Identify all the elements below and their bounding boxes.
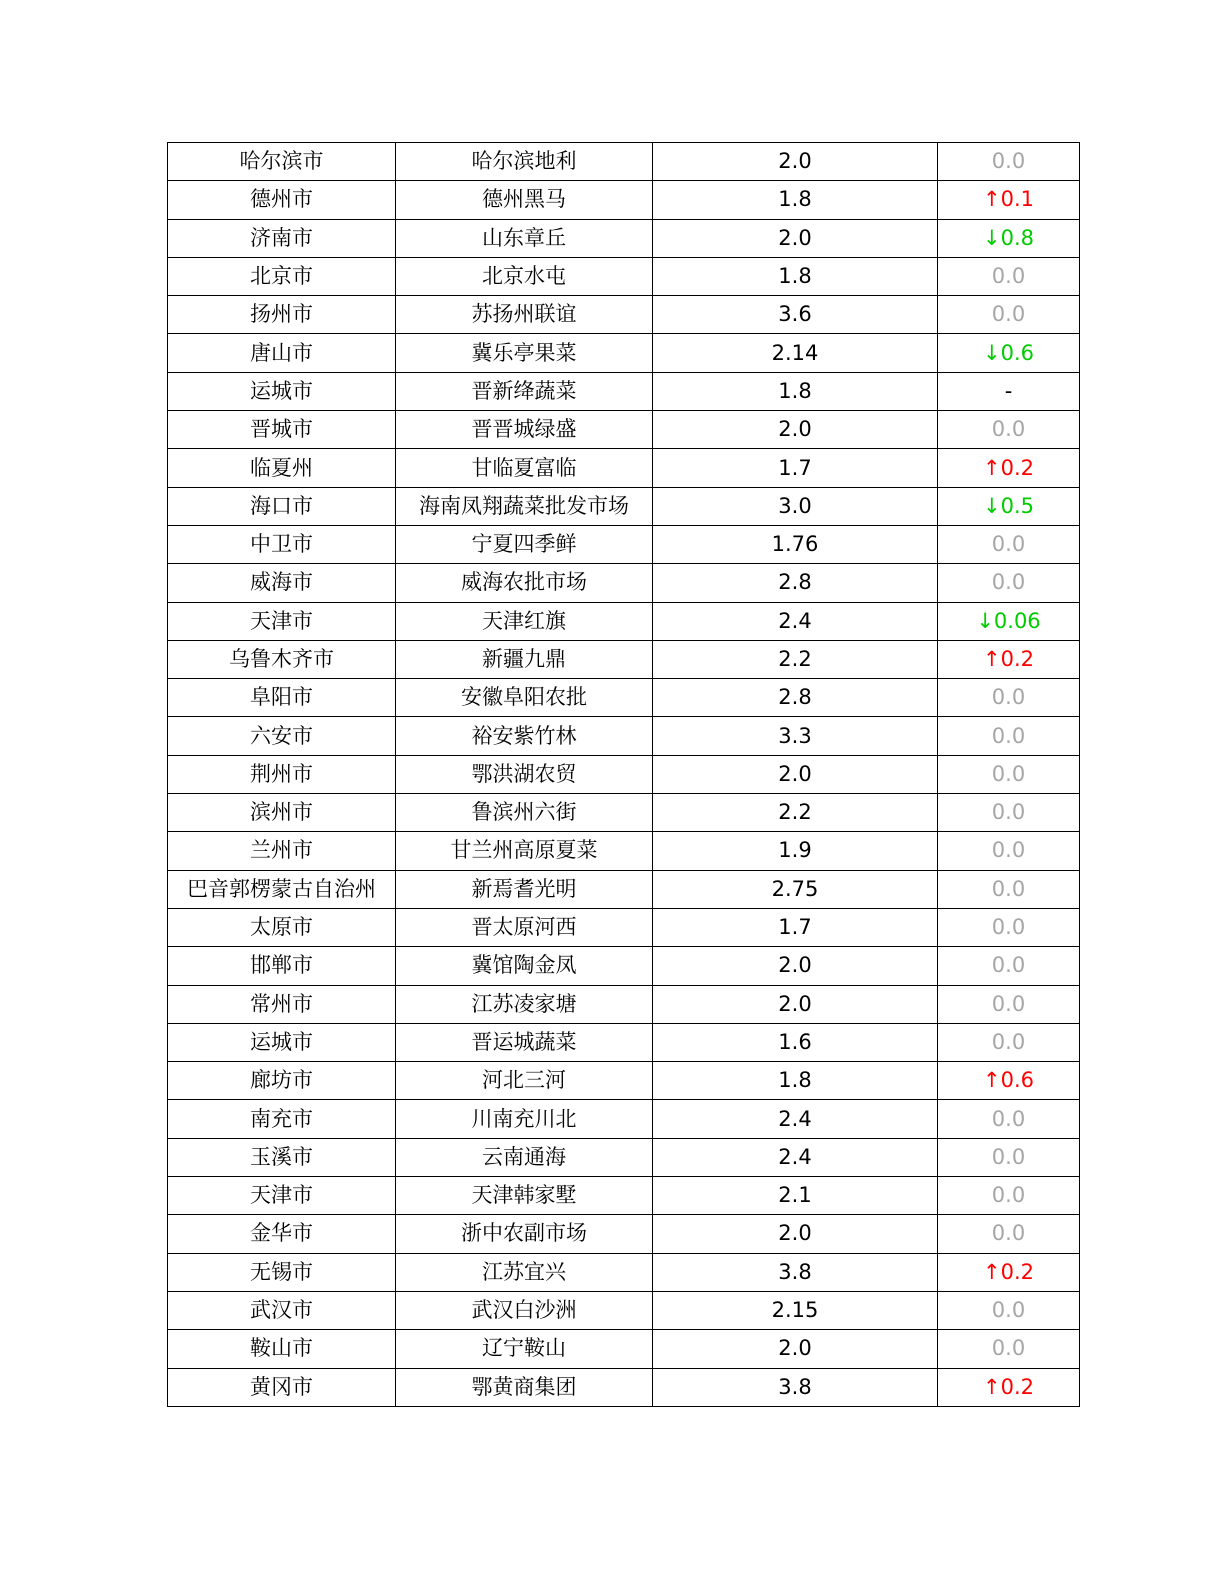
city-cell: 天津市 xyxy=(168,602,396,640)
price-cell: 2.0 xyxy=(653,411,938,449)
market-cell: 苏扬州联谊 xyxy=(396,296,653,334)
market-cell: 晋太原河西 xyxy=(396,908,653,946)
change-cell: ↑0.2 xyxy=(938,449,1080,487)
price-cell: 2.0 xyxy=(653,143,938,181)
table-row xyxy=(168,1100,1080,1138)
city-cell: 唐山市 xyxy=(168,334,396,372)
change-cell: 0.0 xyxy=(938,794,1080,832)
table-row xyxy=(168,564,1080,602)
price-cell: 3.8 xyxy=(653,1253,938,1291)
city-cell: 廊坊市 xyxy=(168,1062,396,1100)
market-cell: 晋晋城绿盛 xyxy=(396,411,653,449)
city-cell: 济南市 xyxy=(168,219,396,257)
city-cell: 晋城市 xyxy=(168,411,396,449)
table-row xyxy=(168,487,1080,525)
change-cell: 0.0 xyxy=(938,411,1080,449)
price-cell: 3.8 xyxy=(653,1368,938,1406)
market-cell: 云南通海 xyxy=(396,1138,653,1176)
price-cell: 3.6 xyxy=(653,296,938,334)
table-row xyxy=(168,411,1080,449)
price-cell: 2.15 xyxy=(653,1291,938,1329)
market-cell: 甘临夏富临 xyxy=(396,449,653,487)
table-row xyxy=(168,1138,1080,1176)
change-cell: 0.0 xyxy=(938,257,1080,295)
table-row xyxy=(168,870,1080,908)
market-cell: 天津红旗 xyxy=(396,602,653,640)
city-cell: 武汉市 xyxy=(168,1291,396,1329)
change-cell: 0.0 xyxy=(938,908,1080,946)
price-cell: 1.8 xyxy=(653,1062,938,1100)
change-cell: - xyxy=(938,372,1080,410)
change-cell: 0.0 xyxy=(938,755,1080,793)
market-cell: 安徽阜阳农批 xyxy=(396,679,653,717)
change-cell: 0.0 xyxy=(938,296,1080,334)
change-cell: 0.0 xyxy=(938,1023,1080,1061)
price-cell: 2.14 xyxy=(653,334,938,372)
table-row xyxy=(168,947,1080,985)
table-row xyxy=(168,908,1080,946)
city-cell: 乌鲁木齐市 xyxy=(168,640,396,678)
city-cell: 常州市 xyxy=(168,985,396,1023)
price-cell: 2.4 xyxy=(653,602,938,640)
price-cell: 2.0 xyxy=(653,219,938,257)
city-cell: 黄冈市 xyxy=(168,1368,396,1406)
price-cell: 1.8 xyxy=(653,181,938,219)
price-cell: 1.7 xyxy=(653,908,938,946)
change-cell: 0.0 xyxy=(938,1138,1080,1176)
city-cell: 南充市 xyxy=(168,1100,396,1138)
market-cell: 冀馆陶金凤 xyxy=(396,947,653,985)
change-cell: 0.0 xyxy=(938,717,1080,755)
market-cell: 江苏凌家塘 xyxy=(396,985,653,1023)
price-table xyxy=(167,142,1080,1407)
price-cell: 2.2 xyxy=(653,794,938,832)
market-cell: 裕安紫竹林 xyxy=(396,717,653,755)
market-cell: 北京水屯 xyxy=(396,257,653,295)
market-cell: 新疆九鼎 xyxy=(396,640,653,678)
table-row xyxy=(168,372,1080,410)
table-row xyxy=(168,640,1080,678)
market-cell: 武汉白沙洲 xyxy=(396,1291,653,1329)
city-cell: 德州市 xyxy=(168,181,396,219)
change-cell: 0.0 xyxy=(938,679,1080,717)
market-cell: 冀乐亭果菜 xyxy=(396,334,653,372)
table-row xyxy=(168,1330,1080,1368)
price-cell: 1.7 xyxy=(653,449,938,487)
price-cell: 3.0 xyxy=(653,487,938,525)
market-cell: 江苏宜兴 xyxy=(396,1253,653,1291)
city-cell: 兰州市 xyxy=(168,832,396,870)
change-cell: 0.0 xyxy=(938,947,1080,985)
city-cell: 邯郸市 xyxy=(168,947,396,985)
market-cell: 哈尔滨地利 xyxy=(396,143,653,181)
table-row xyxy=(168,257,1080,295)
table-row xyxy=(168,985,1080,1023)
city-cell: 太原市 xyxy=(168,908,396,946)
change-cell: ↓0.06 xyxy=(938,602,1080,640)
price-cell: 1.9 xyxy=(653,832,938,870)
table-row xyxy=(168,449,1080,487)
market-cell: 鄂黄商集团 xyxy=(396,1368,653,1406)
table-row xyxy=(168,755,1080,793)
price-cell: 2.75 xyxy=(653,870,938,908)
change-cell: 0.0 xyxy=(938,1100,1080,1138)
table-row xyxy=(168,334,1080,372)
market-cell: 新焉耆光明 xyxy=(396,870,653,908)
change-cell: ↑0.1 xyxy=(938,181,1080,219)
city-cell: 中卫市 xyxy=(168,525,396,563)
price-cell: 2.8 xyxy=(653,679,938,717)
city-cell: 扬州市 xyxy=(168,296,396,334)
table-row xyxy=(168,1023,1080,1061)
change-cell: 0.0 xyxy=(938,525,1080,563)
change-cell: 0.0 xyxy=(938,832,1080,870)
market-cell: 德州黑马 xyxy=(396,181,653,219)
price-cell: 1.8 xyxy=(653,372,938,410)
change-cell: 0.0 xyxy=(938,870,1080,908)
city-cell: 临夏州 xyxy=(168,449,396,487)
table-row xyxy=(168,832,1080,870)
market-cell: 天津韩家墅 xyxy=(396,1177,653,1215)
table-row xyxy=(168,525,1080,563)
market-cell: 鲁滨州六街 xyxy=(396,794,653,832)
change-cell: ↓0.8 xyxy=(938,219,1080,257)
price-cell: 2.0 xyxy=(653,947,938,985)
city-cell: 运城市 xyxy=(168,1023,396,1061)
change-cell: ↑0.2 xyxy=(938,1368,1080,1406)
table-row xyxy=(168,1291,1080,1329)
table-row xyxy=(168,717,1080,755)
market-cell: 辽宁鞍山 xyxy=(396,1330,653,1368)
table-row xyxy=(168,296,1080,334)
change-cell: ↓0.5 xyxy=(938,487,1080,525)
change-cell: 0.0 xyxy=(938,1291,1080,1329)
city-cell: 滨州市 xyxy=(168,794,396,832)
price-cell: 2.0 xyxy=(653,985,938,1023)
market-cell: 威海农批市场 xyxy=(396,564,653,602)
price-cell: 2.0 xyxy=(653,1215,938,1253)
price-cell: 2.1 xyxy=(653,1177,938,1215)
change-cell: 0.0 xyxy=(938,1215,1080,1253)
table-row xyxy=(168,602,1080,640)
change-cell: ↑0.2 xyxy=(938,640,1080,678)
price-cell: 2.2 xyxy=(653,640,938,678)
market-cell: 晋运城蔬菜 xyxy=(396,1023,653,1061)
table-row xyxy=(168,794,1080,832)
market-cell: 川南充川北 xyxy=(396,1100,653,1138)
change-cell: 0.0 xyxy=(938,1330,1080,1368)
city-cell: 北京市 xyxy=(168,257,396,295)
table-row xyxy=(168,1177,1080,1215)
market-cell: 浙中农副市场 xyxy=(396,1215,653,1253)
table-row xyxy=(168,1253,1080,1291)
table-row xyxy=(168,679,1080,717)
market-cell: 海南凤翔蔬菜批发市场 xyxy=(396,487,653,525)
table-row xyxy=(168,1215,1080,1253)
market-cell: 甘兰州高原夏菜 xyxy=(396,832,653,870)
market-cell: 山东章丘 xyxy=(396,219,653,257)
change-cell: ↑0.6 xyxy=(938,1062,1080,1100)
city-cell: 玉溪市 xyxy=(168,1138,396,1176)
table-row xyxy=(168,1062,1080,1100)
price-cell: 2.4 xyxy=(653,1100,938,1138)
market-cell: 晋新绛蔬菜 xyxy=(396,372,653,410)
change-cell: 0.0 xyxy=(938,1177,1080,1215)
price-cell: 1.8 xyxy=(653,257,938,295)
table-row xyxy=(168,143,1080,181)
price-cell: 2.0 xyxy=(653,1330,938,1368)
market-cell: 宁夏四季鲜 xyxy=(396,525,653,563)
city-cell: 六安市 xyxy=(168,717,396,755)
table-row xyxy=(168,181,1080,219)
city-cell: 鞍山市 xyxy=(168,1330,396,1368)
change-cell: ↑0.2 xyxy=(938,1253,1080,1291)
city-cell: 天津市 xyxy=(168,1177,396,1215)
city-cell: 金华市 xyxy=(168,1215,396,1253)
price-cell: 1.76 xyxy=(653,525,938,563)
market-cell: 河北三河 xyxy=(396,1062,653,1100)
table-row xyxy=(168,219,1080,257)
price-cell: 2.0 xyxy=(653,755,938,793)
city-cell: 无锡市 xyxy=(168,1253,396,1291)
city-cell: 威海市 xyxy=(168,564,396,602)
table-row xyxy=(168,1368,1080,1406)
price-cell: 3.3 xyxy=(653,717,938,755)
change-cell: 0.0 xyxy=(938,564,1080,602)
change-cell: ↓0.6 xyxy=(938,334,1080,372)
change-cell: 0.0 xyxy=(938,985,1080,1023)
market-cell: 鄂洪湖农贸 xyxy=(396,755,653,793)
city-cell: 海口市 xyxy=(168,487,396,525)
price-cell: 2.4 xyxy=(653,1138,938,1176)
city-cell: 巴音郭楞蒙古自治州 xyxy=(168,870,396,908)
city-cell: 哈尔滨市 xyxy=(168,143,396,181)
price-cell: 1.6 xyxy=(653,1023,938,1061)
city-cell: 荆州市 xyxy=(168,755,396,793)
change-cell: 0.0 xyxy=(938,143,1080,181)
city-cell: 运城市 xyxy=(168,372,396,410)
city-cell: 阜阳市 xyxy=(168,679,396,717)
price-cell: 2.8 xyxy=(653,564,938,602)
table-body xyxy=(168,143,1080,1407)
